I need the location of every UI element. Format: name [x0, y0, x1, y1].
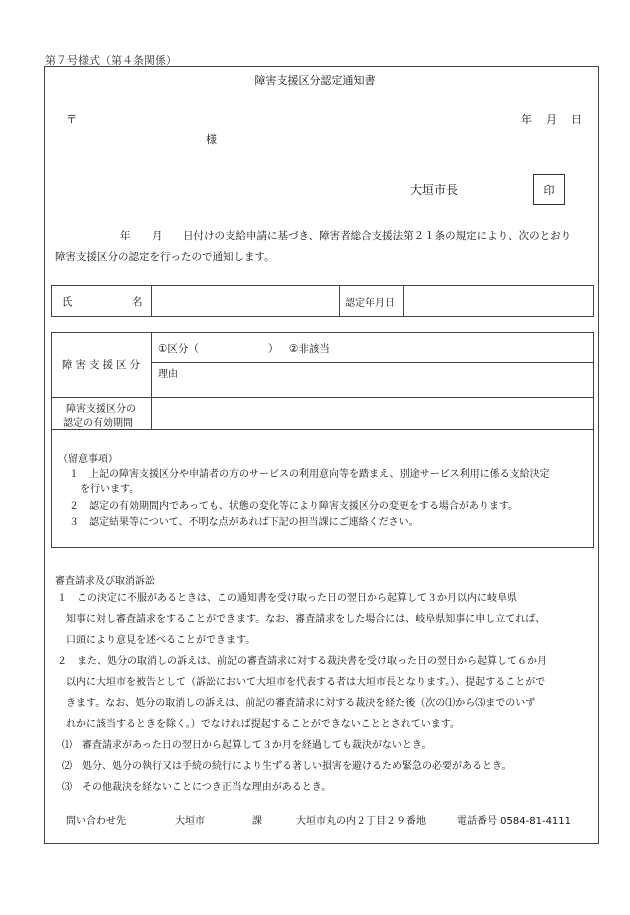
- document-title: 障害支援区分認定通知書: [254, 74, 376, 87]
- period-label-line1: 障害支援区分の: [66, 404, 136, 415]
- contact-phone: 電話番号 0584-81-4111: [457, 816, 572, 827]
- seal-box: [533, 174, 565, 205]
- note-item-1a: １ 上記の障害支援区分や申請者の方のサービスの利用意向等を踏まえ、別途サービス利用に係る支給決定: [69, 469, 550, 480]
- table-divider: [403, 285, 404, 317]
- category-option1-close: ）: [268, 343, 279, 355]
- note-item-1b: を行います。: [80, 484, 140, 495]
- date-year-label: 年: [521, 113, 532, 126]
- appeal-line: ２ また、処分の取消しの訴えは、前記の審査請求に対する裁決書を受け取った日の翌日から起算して６か月: [57, 656, 547, 667]
- contact-city: 大垣市: [175, 816, 205, 827]
- note-item-3: ３ 認定結果等について、不明な点があれば下記の担当課にご連絡ください。: [69, 517, 419, 528]
- name-label-b: 名: [132, 296, 143, 308]
- appeal-line: 知事に対し審査請求をすることができます。なお、審査請求をした場合には、岐阜県知事に申し立てれば、: [66, 614, 546, 625]
- appeal-line: ⑶ その他裁決を経ないことにつき正当な理由があるとき。: [62, 782, 332, 793]
- category-label: 障害支援区分: [62, 359, 143, 371]
- table-divider: [151, 362, 594, 363]
- postal-mark: 〒: [66, 113, 77, 126]
- date-day-label: 日: [571, 113, 582, 126]
- notes-heading: （留意事項）: [58, 454, 118, 465]
- intro-line2: 障害支援区分の認定を行ったので通知します。: [55, 251, 275, 263]
- appeal-line: ⑵ 処分、処分の執行又は手続の続行により生ずる著しい損害を避けるため緊急の必要があるとき。: [62, 761, 512, 772]
- cert-date-label: 認定年月日: [345, 298, 395, 309]
- contact-label: 問い合わせ先: [66, 816, 126, 827]
- honorific-label: 様: [206, 133, 217, 146]
- table-divider: [151, 332, 152, 429]
- appeal-line: ⑴ 審査請求があった日の翌日から起算して３か月を経過しても裁決がないとき。: [62, 740, 432, 751]
- table-divider: [339, 285, 340, 317]
- reason-label: 理由: [158, 369, 178, 380]
- appeal-line: きます。なお、処分の取消しの訴えは、前記の審査請求に対する裁決を経た後（次の⑴から⑶までのいず: [66, 698, 536, 709]
- intro-year: 年: [120, 230, 131, 242]
- appeal-heading: 審査請求及び取消訴訟: [55, 576, 155, 587]
- contact-section: 課: [252, 816, 262, 827]
- appeal-line: 以内に大垣市を被告として（訴訟において大垣市を代表する者は大垣市長となります。）、提起することがで: [66, 677, 546, 688]
- table-divider: [151, 285, 152, 317]
- contact-address: 大垣市丸の内２丁目２９番地: [296, 816, 426, 827]
- appeal-line: れかに該当するときを除く。）でなければ提起することができないこととされています。: [66, 719, 460, 730]
- name-label-a: 氏: [62, 296, 73, 308]
- issuer-name: 大垣市長: [410, 183, 459, 197]
- category-option2: ②非該当: [289, 343, 330, 355]
- appeal-line: 口頭により意見を述べることができます。: [66, 635, 256, 646]
- appeal-line: １ この決定に不服があるときは、この通知書を受け取った日の翌日から起算して３か月以内に岐阜県: [57, 593, 517, 604]
- form-number: 第７号様式（第４条関係）: [45, 54, 177, 67]
- intro-month: 月: [152, 230, 163, 242]
- note-item-2: ２ 認定の有効期間内であっても、状態の変化等により障害支援区分の変更をする場合があります。: [69, 501, 519, 512]
- seal-label: 印: [543, 183, 555, 197]
- table-divider: [51, 397, 594, 398]
- intro-line1: 日付けの支給申請に基づき、障害者総合支援法第２１条の規定により、次のとおり: [183, 230, 572, 242]
- date-month-label: 月: [546, 113, 557, 126]
- category-option1: ①区分（: [158, 343, 199, 355]
- table-divider: [51, 429, 594, 430]
- period-label-line2: 認定の有効期間: [63, 418, 133, 429]
